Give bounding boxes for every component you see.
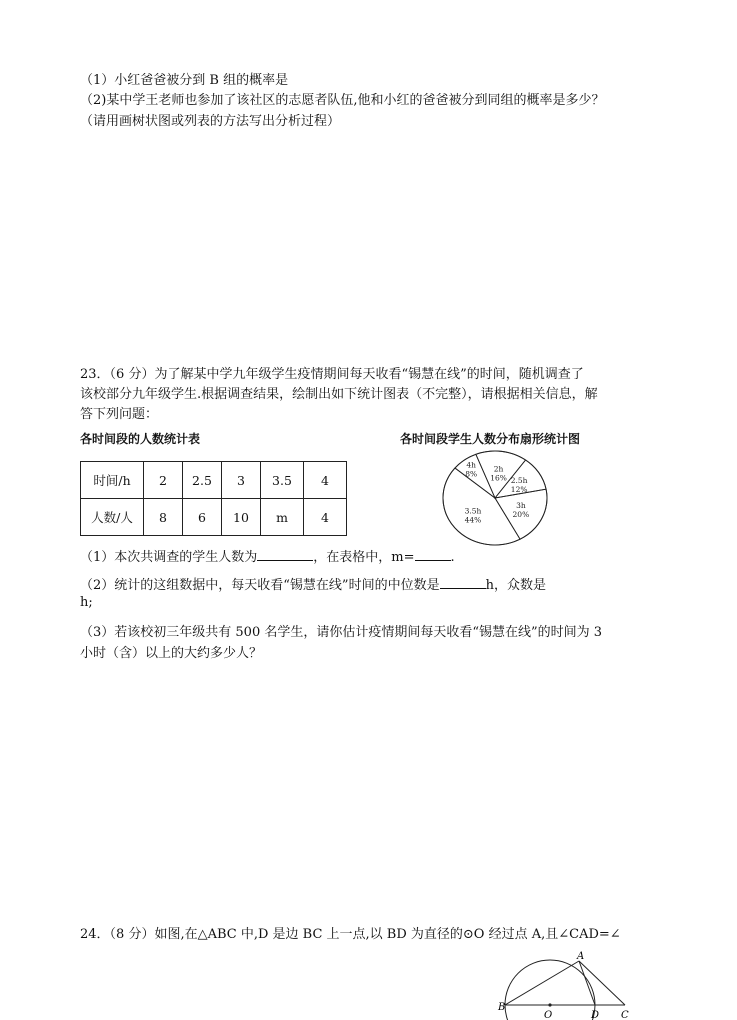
geometry-figure (495, 950, 635, 1020)
q23-intro-line2: 该校部分九年级学生.根据调查结果，绘制出如下统计图表（不完整），请根据相关信息，解 (80, 387, 598, 402)
pie-chart (440, 448, 570, 548)
q23-sub2 (80, 574, 546, 595)
answer-blank-total[interactable] (257, 546, 313, 561)
stats-table (80, 461, 347, 536)
table-title: 各时间段的人数统计表 (80, 432, 201, 446)
answer-blank-m[interactable] (415, 546, 451, 561)
pie-percent-3h: 20% (512, 510, 530, 520)
pie-percent-2h: 16% (490, 473, 507, 483)
segment-ac (579, 961, 625, 1005)
label-o: O (544, 1010, 553, 1020)
center-point (548, 1003, 551, 1006)
sub1-text-c: . (450, 550, 455, 565)
table-row-time (81, 462, 347, 499)
cell-time-2: 2.5 (183, 462, 222, 499)
q22-part1: （1）小红爸爸被分到 B 组的概率是 (80, 73, 289, 88)
answer-blank-median[interactable] (440, 574, 486, 589)
cell-time-3: 3 (222, 462, 261, 499)
cell-time-5: 4 (304, 462, 347, 499)
q23-sub2-cont: h; (80, 595, 93, 610)
q23-intro-line1: 23．（6 分）为了解某中学九年级学生疫情期间每天收看“锡慧在线”的时间，随机调查了 (80, 367, 584, 382)
sub1-text-a: （1）本次共调查的学生人数为 (80, 550, 258, 565)
pie-percent-2-5h: 12% (510, 485, 528, 495)
sub2-text-a: （2）统计的这组数据中，每天收看“锡慧在线”时间的中位数是 (80, 578, 440, 593)
q23-sub3-line2: 小时（含）以上的大约多少人？ (80, 646, 263, 661)
sub1-text-b: ，在表格中，m= (313, 550, 415, 565)
segment-ab (505, 961, 579, 1005)
q22-part2: （2)某中学王老师也参加了该社区的志愿者队伍,他和小红的爸爸被分到同组的概率是多少？ (80, 93, 605, 108)
cell-count-1: 8 (144, 499, 183, 536)
sub2-text-b: h，众数是 (485, 578, 546, 593)
cell-count-2: 6 (183, 499, 222, 536)
cell-count-3: 10 (222, 499, 261, 536)
pie-label-2-5h: 2.5h (510, 476, 528, 486)
pie-label-3-5h: 3.5h (464, 506, 482, 516)
row-header-count: 人数/人 (81, 499, 144, 536)
q23-sub1 (80, 546, 455, 567)
pie-label-4h: 4h (466, 460, 476, 470)
table-row-count (81, 499, 347, 536)
label-a: A (577, 951, 585, 962)
q23-sub3-line1: （3）若该校初三年级共有 500 名学生，请你估计疫情期间每天收看“锡慧在线”的时间为 3 (80, 625, 603, 640)
pie-label-2h: 2h (493, 464, 504, 474)
cell-count-5: 4 (304, 499, 347, 536)
label-c: C (621, 1010, 629, 1020)
cell-count-4: m (261, 499, 304, 536)
pie-percent-3-5h: 44% (464, 515, 482, 525)
row-header-time: 时间/h (81, 462, 144, 499)
cell-time-4: 3.5 (261, 462, 304, 499)
q24-text: 24．（8 分）如图,在△ABC 中,D 是边 BC 上一点,以 BD 为直径的⊙O 经过点 A,且∠CAD=∠ (80, 927, 621, 942)
label-d: D (591, 1010, 600, 1020)
q23-intro-line3: 答下列问题： (80, 407, 159, 422)
q22-instruction: （请用画树状图或列表的方法写出分析过程） (80, 114, 341, 129)
pie-title: 各时间段学生人数分布扇形统计图 (400, 432, 581, 446)
cell-time-1: 2 (144, 462, 183, 499)
pie-label-3h: 3h (516, 501, 526, 511)
label-b: B (498, 1002, 506, 1013)
segment-ad (579, 961, 595, 1005)
pie-percent-4h: 8% (465, 469, 478, 479)
